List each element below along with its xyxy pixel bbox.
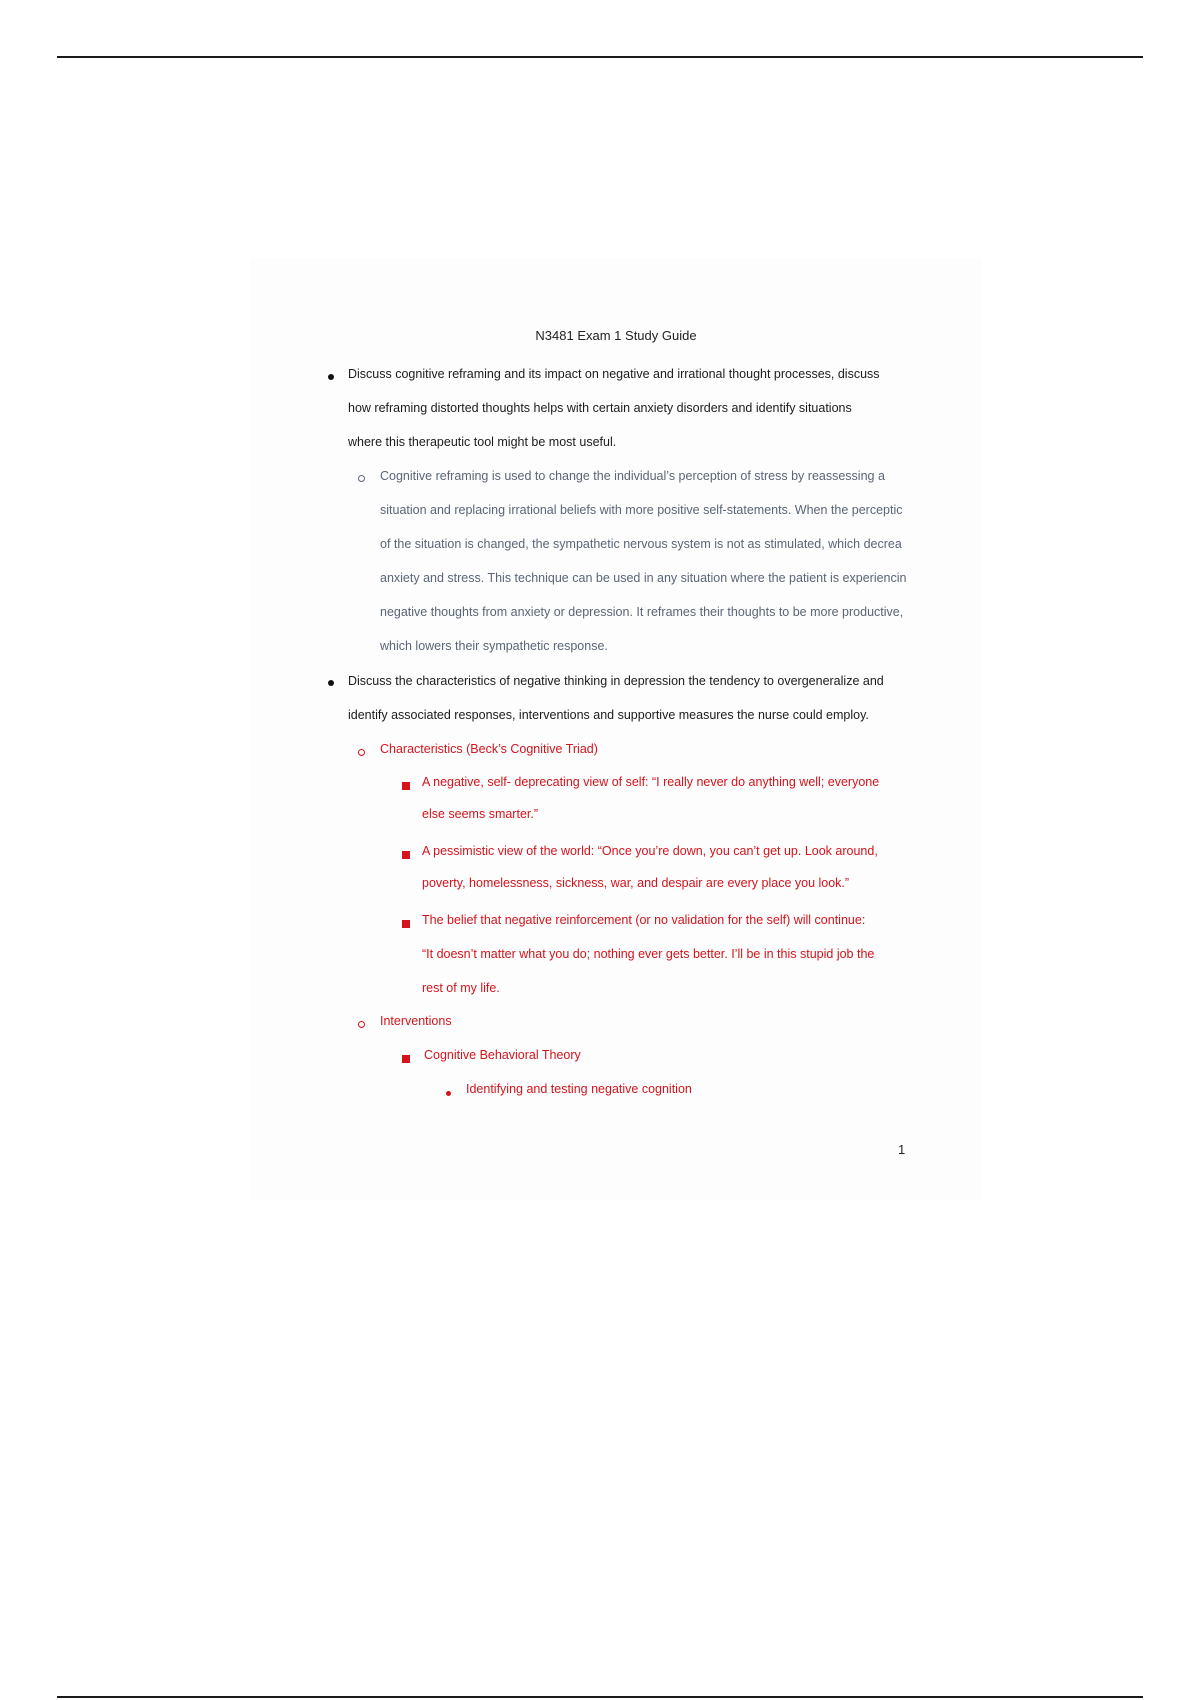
prompt-line: identify associated responses, interventions and supportive measures the nurse could employ. [348, 708, 869, 722]
prompt-line: Discuss the characteristics of negative thinking in depression the tendency to overgeneralize and [348, 674, 884, 688]
answer-line: anxiety and stress. This technique can be used in any situation where the patient is experiencin [380, 571, 907, 585]
answer-line: Cognitive reframing is used to change the individual’s perception of stress by reassessing a [380, 469, 885, 483]
prompt-line: where this therapeutic tool might be most useful. [348, 435, 617, 449]
hollow-circle-bullet-icon [358, 1021, 365, 1028]
interventions-heading: Interventions [380, 1014, 452, 1028]
answer-line: of the situation is changed, the sympathetic nervous system is not as stimulated, which decrea [380, 537, 902, 551]
characteristics-heading: Characteristics (Beck’s Cognitive Triad) [380, 742, 598, 756]
top-rule [57, 56, 1143, 58]
bullet-dot-icon [446, 1091, 451, 1096]
characteristic-item: A negative, self- deprecating view of self: “I really never do anything well; everyone else seems smarter.” [422, 775, 880, 821]
section-2-prompt [348, 664, 968, 732]
bullet-dot-icon [328, 680, 334, 686]
intervention-subitem: Identifying and testing negative cognition [466, 1082, 692, 1096]
square-bullet-icon [402, 920, 410, 928]
hollow-circle-bullet-icon [358, 749, 365, 756]
document-page [250, 258, 982, 1200]
answer-line: negative thoughts from anxiety or depression. It reframes their thoughts to be more productive, [380, 605, 904, 619]
page-title: N3481 Exam 1 Study Guide [535, 328, 697, 343]
square-bullet-icon [402, 851, 410, 859]
characteristic-item: The belief that negative reinforcement (or no validation for the self) will continue: “It doesn’t matter what you do; nothing ever gets better. I’ll be in this stupid job the rest of my life. [422, 913, 875, 995]
square-bullet-icon [402, 782, 410, 790]
answer-line: which lowers their sympathetic response. [380, 639, 608, 653]
square-bullet-icon [402, 1055, 410, 1063]
intervention-item: Cognitive Behavioral Theory [424, 1048, 581, 1062]
hollow-circle-bullet-icon [358, 475, 365, 482]
answer-line: situation and replacing irrational beliefs with more positive self-statements. When the perceptic [380, 503, 903, 517]
section-1-prompt [348, 357, 968, 459]
section-1-answer [380, 459, 982, 663]
prompt-line: Discuss cognitive reframing and its impact on negative and irrational thought processes, discuss [348, 367, 880, 381]
bottom-rule [57, 1696, 1143, 1698]
page-number: 1 [898, 1142, 906, 1157]
characteristic-item: A pessimistic view of the world: “Once you’re down, you can’t get up. Look around, poverty, homelessness, sickness, war, and despair are every place you look.” [422, 844, 878, 890]
prompt-line: how reframing distorted thoughts helps with certain anxiety disorders and identify situations [348, 401, 852, 415]
bullet-dot-icon [328, 374, 334, 380]
